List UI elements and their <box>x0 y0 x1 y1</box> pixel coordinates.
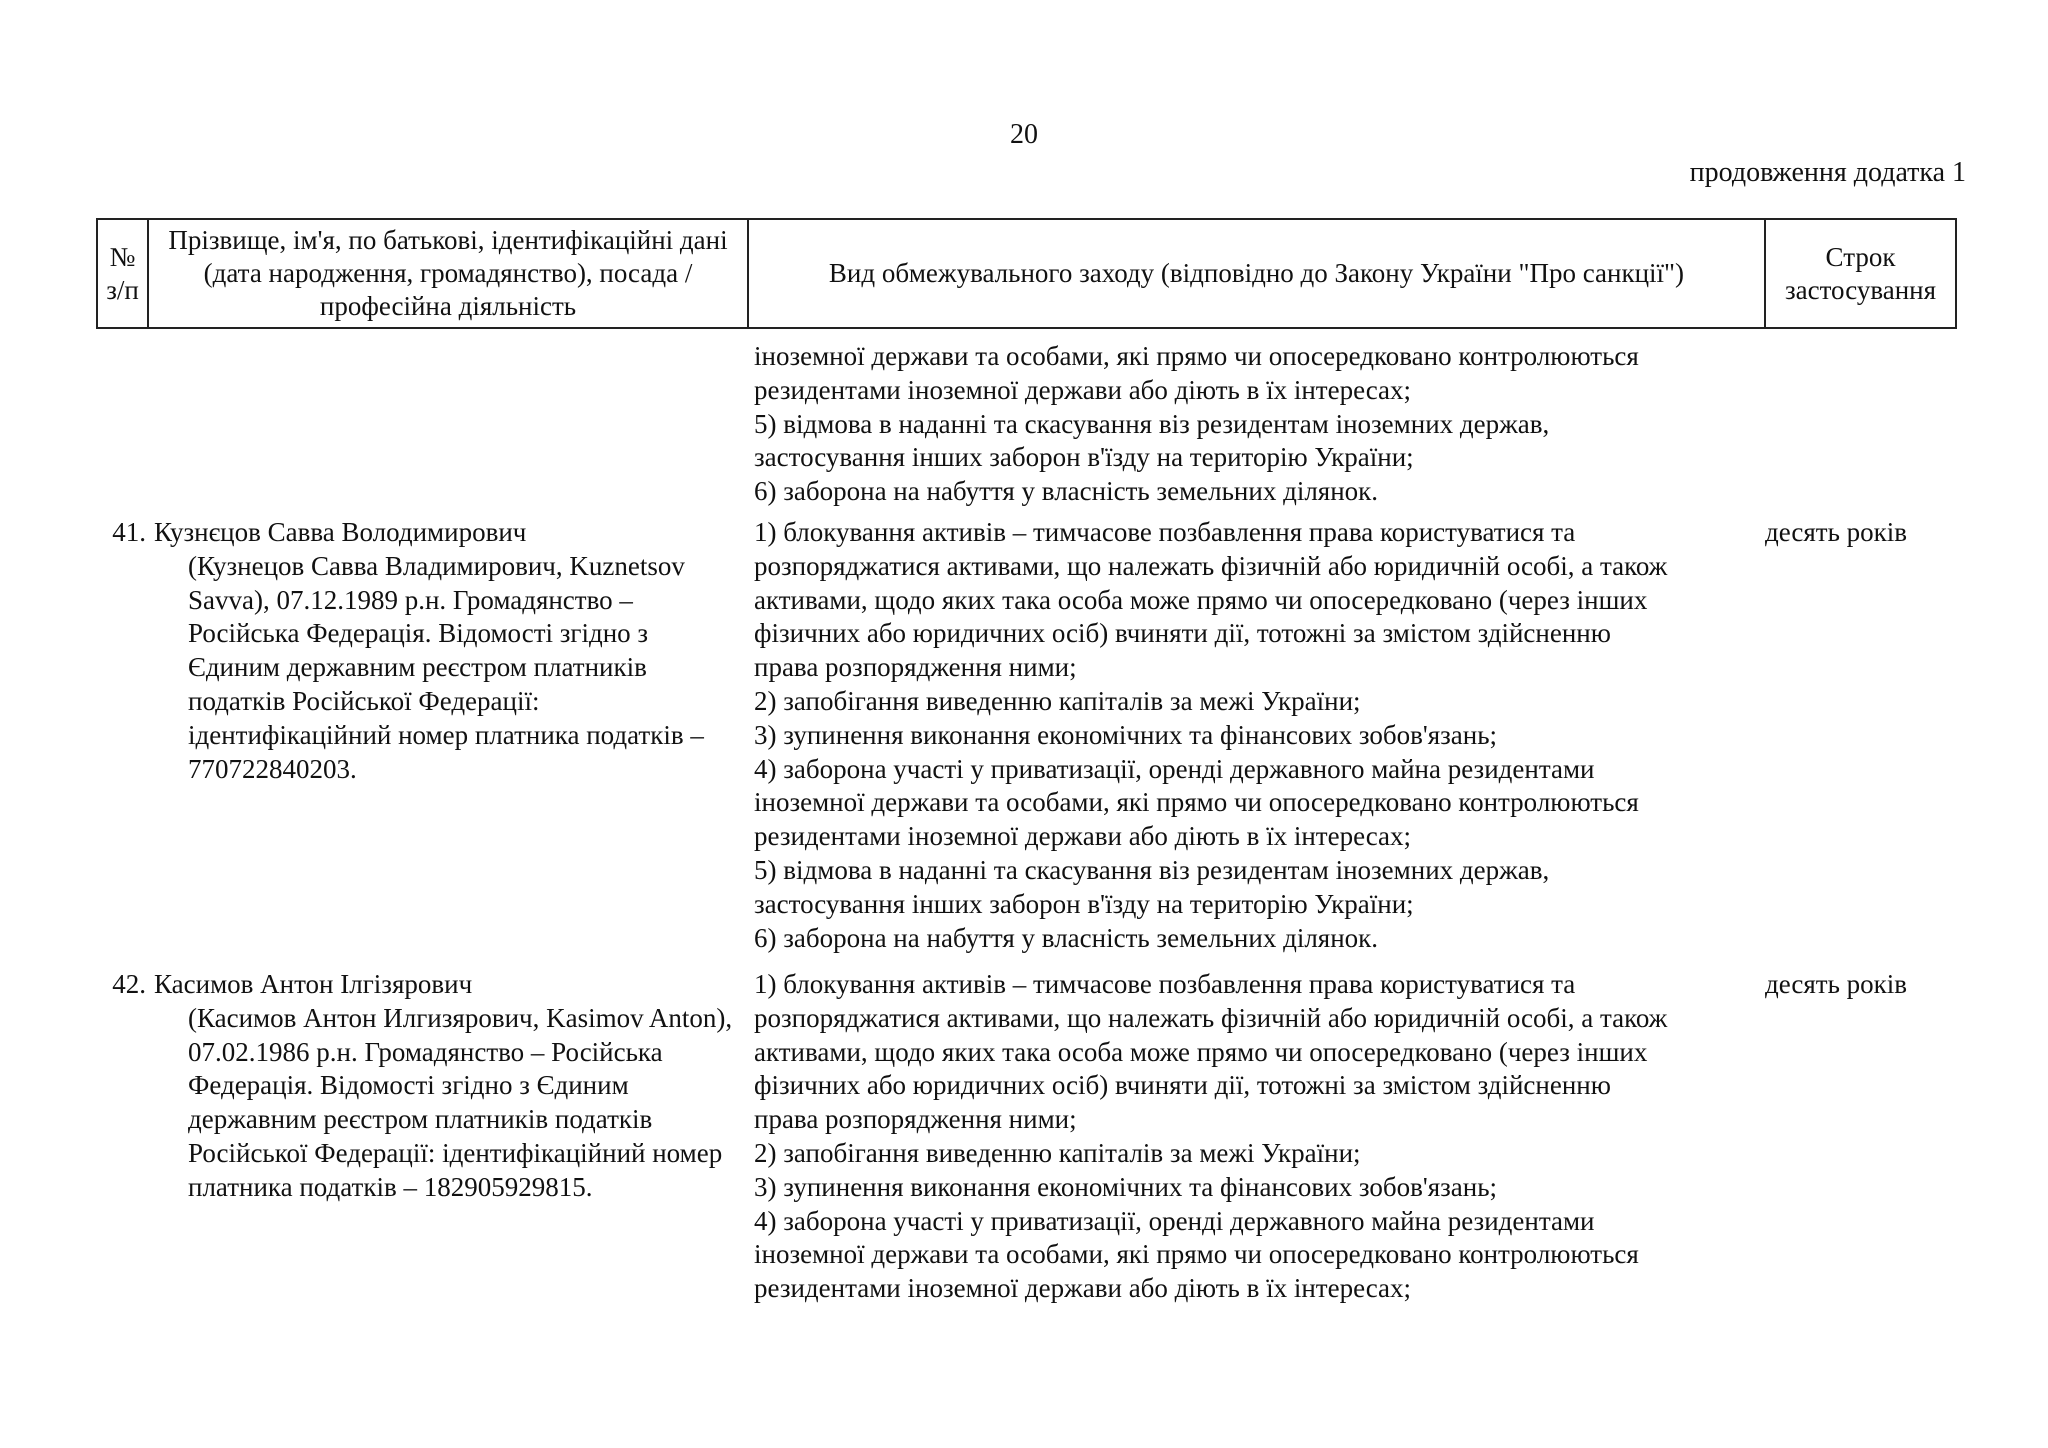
measures-cell <box>754 968 1854 1306</box>
measures-cell <box>754 340 1854 509</box>
measure-line: 6) заборона на набуття у власність земельних ділянок. <box>754 922 1379 953</box>
header-term: Строк застосування <box>1765 219 1956 328</box>
table-row <box>96 516 1955 968</box>
person-name: Касимов Антон Ілгізярович <box>154 969 473 999</box>
measure-line: 5) відмова в наданні та скасування віз резидентам іноземних держав, <box>754 408 1550 439</box>
measure-line: застосування інших заборон в'їзду на територію України; <box>754 442 1414 473</box>
measure-line: застосування інших заборон в'їзду на територію України; <box>754 888 1414 919</box>
row-number: 42. <box>112 969 146 999</box>
measure-line: 3) зупинення виконання економічних та фінансових зобов'язань; <box>754 719 1498 750</box>
measure-line: активами, щодо яких така особа може прямо чи опосередковано (через інших <box>754 584 1648 615</box>
measure-line: іноземної держави та особами, які прямо чи опосередковано контролюються <box>754 787 1639 818</box>
measure-line: 6) заборона на набуття у власність земельних ділянок. <box>754 476 1379 507</box>
header-number: № з/п <box>97 219 148 328</box>
measure-line: 1) блокування активів – тимчасове позбавлення права користуватися та <box>754 517 1576 547</box>
measure-line: іноземної держави та особами, які прямо чи опосередковано контролюються <box>754 1239 1639 1270</box>
measure-line: права розпорядження ними; <box>754 652 1077 683</box>
measure-line: 1) блокування активів – тимчасове позбавлення права користуватися та <box>754 969 1576 999</box>
measure-line: 5) відмова в наданні та скасування віз резидентам іноземних держав, <box>754 854 1550 885</box>
table-row <box>96 968 1955 1318</box>
row-number: 41. <box>112 517 146 547</box>
measure-line: фізичних або юридичних осіб) вчиняти дії, тотожні за змістом здійсненню <box>754 1070 1611 1101</box>
table-header <box>96 218 1957 329</box>
measure-line: 3) зупинення виконання економічних та фінансових зобов'язань; <box>754 1171 1498 1202</box>
measure-line: права розпорядження ними; <box>754 1104 1077 1135</box>
measure-line: іноземної держави та особами, які прямо чи опосередковано контролюються <box>754 341 1639 371</box>
person-identifiers: (Кузнецов Савва Владимирович, Kuznetsov Savva), 07.12.1989 р.н. Громадянство – Російська Федерація. Відомості згідно з Єдиним державним реєстром платників податків Російської Федерації: ідентифікаційний номер платника податків – 770722840203. <box>188 550 704 784</box>
measure-line: фізичних або юридичних осіб) вчиняти дії, тотожні за змістом здійсненню <box>754 618 1611 649</box>
measure-line: резидентами іноземної держави або діють в їх інтересах; <box>754 1273 1412 1304</box>
person-details <box>154 968 734 1205</box>
term-cell: десять років <box>1765 969 1908 999</box>
person-name: Кузнєцов Савва Володимирович <box>154 517 527 547</box>
measure-line: розпоряджатися активами, що належать фізичній або юридичній особі, а також <box>754 1002 1668 1033</box>
measure-line: 2) запобігання виведенню капіталів за межі України; <box>754 685 1361 716</box>
page-number: 20 <box>1010 119 1038 150</box>
measure-line: 4) заборона участі у приватизації, оренді державного майна резидентами <box>754 1205 1595 1236</box>
table-body <box>96 340 1955 1318</box>
table-row-continued <box>96 340 1955 516</box>
measure-line: 2) запобігання виведенню капіталів за межі України; <box>754 1137 1361 1168</box>
measure-line: резидентами іноземної держави або діють в їх інтересах; <box>754 821 1412 852</box>
person-details <box>154 516 734 786</box>
measures-cell <box>754 516 1854 955</box>
person-identifiers: (Касимов Антон Илгизярович, Kasimov Anton), 07.02.1986 р.н. Громадянство – Російська Федерація. Відомості згідно з Єдиним державним реєстром платників податків Російської Федерації: ідентифікаційний номер платника податків – 182905929815. <box>188 1002 733 1202</box>
term-cell: десять років <box>1765 517 1908 547</box>
measure-line: 4) заборона участі у приватизації, оренді державного майна резидентами <box>754 753 1595 784</box>
header-measure: Вид обмежувального заходу (відповідно до Закону України "Про санкції") <box>748 219 1765 328</box>
measure-line: резидентами іноземної держави або діють в їх інтересах; <box>754 374 1412 405</box>
measure-line: розпоряджатися активами, що належать фізичній або юридичній особі, а також <box>754 550 1668 581</box>
header-name: Прізвище, ім'я, по батькові, ідентифікаційні дані (дата народження, громадянство), посада / професійна діяльність <box>148 219 748 328</box>
measure-line: активами, щодо яких така особа може прямо чи опосередковано (через інших <box>754 1036 1648 1067</box>
continuation-label: продовження додатка 1 <box>1689 157 1966 188</box>
